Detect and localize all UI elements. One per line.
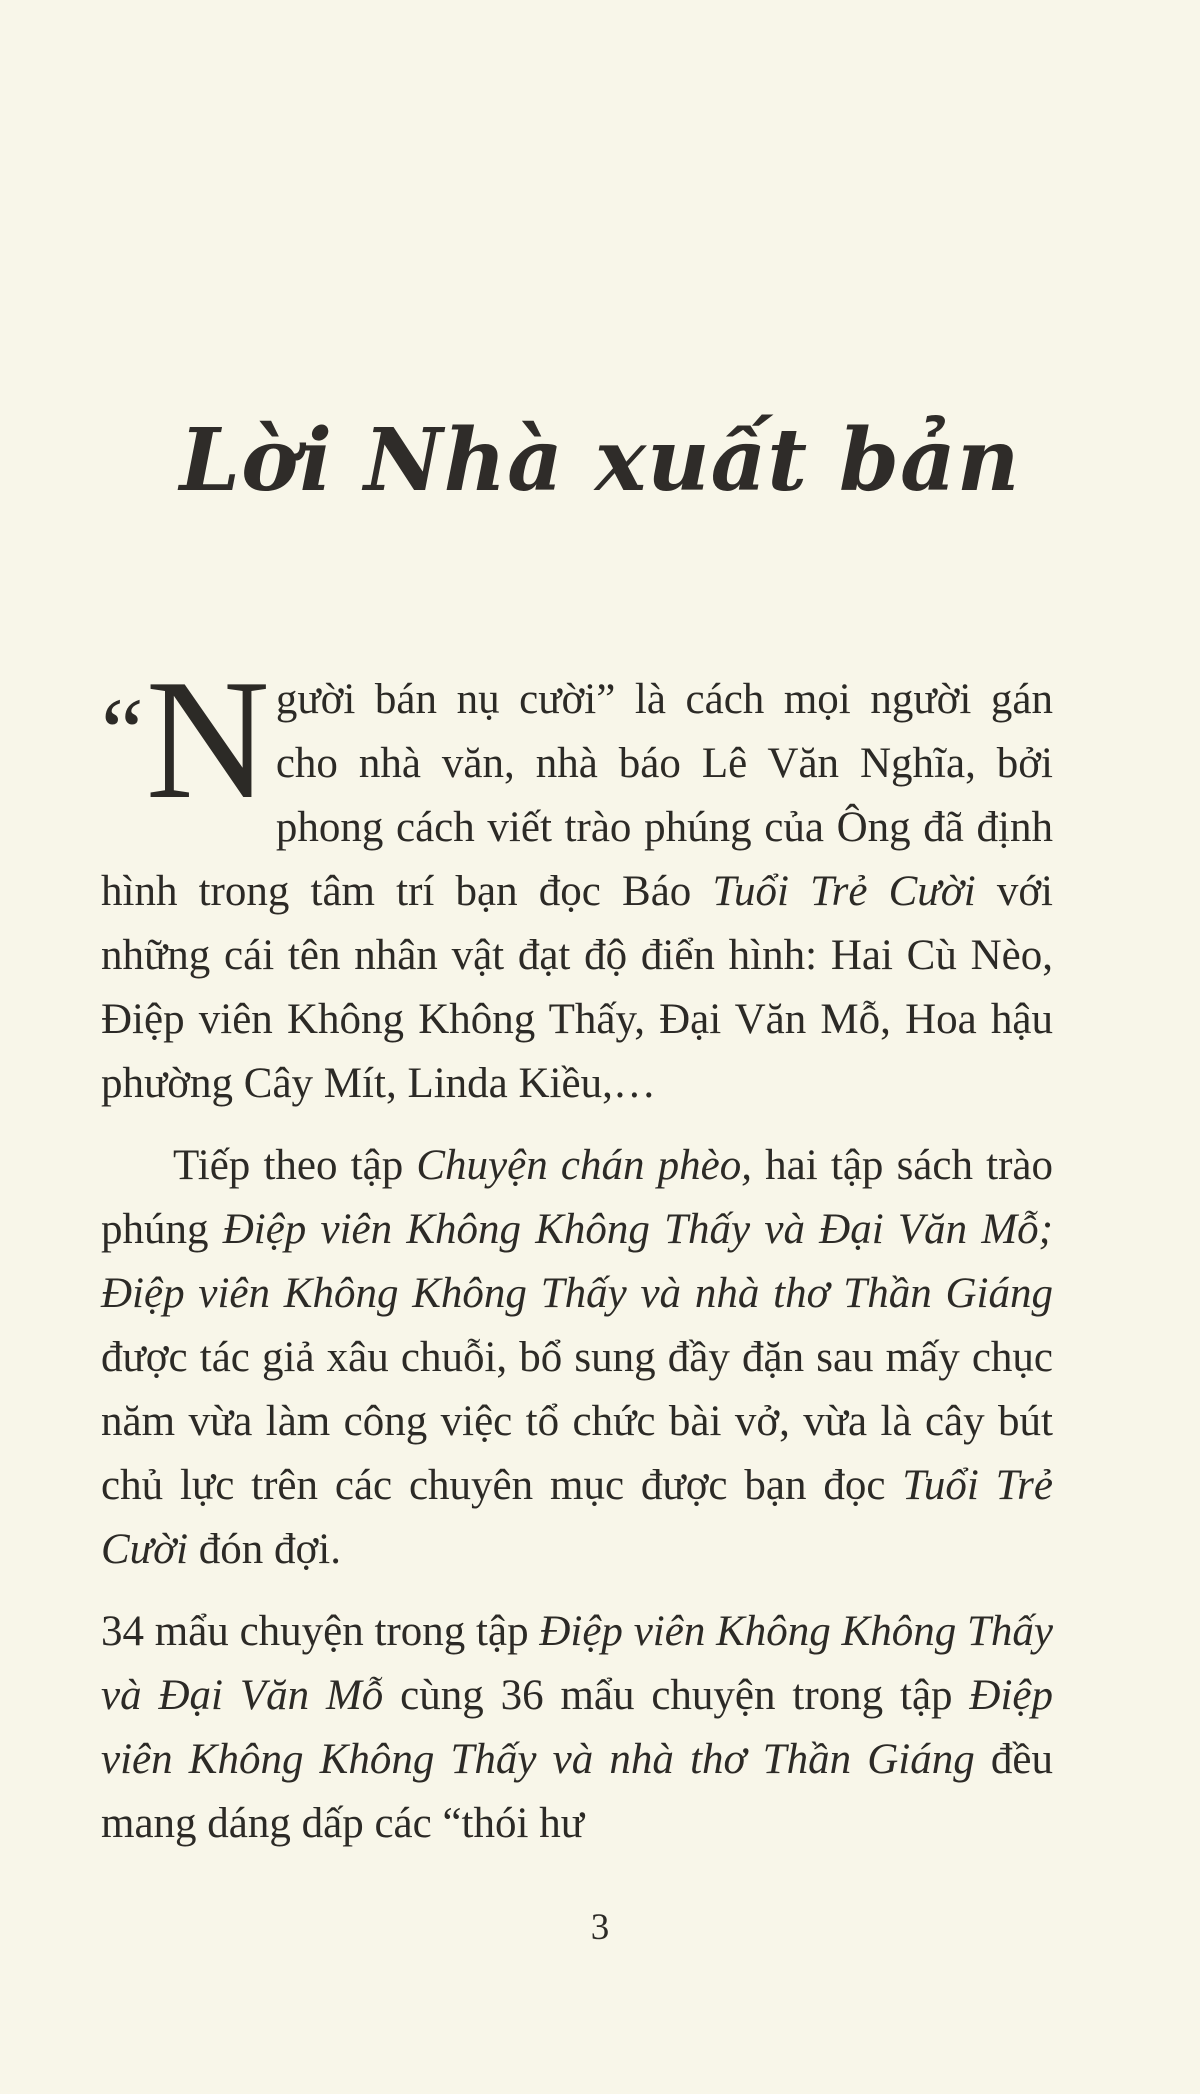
drop-cap-quote: “ (101, 678, 144, 785)
paragraph-2-italic-1: Chuyện chán phèo, (416, 1142, 752, 1189)
paragraph-2-text-3: được tác giả xâu chuỗi, bổ sung đầy đặn sau mấy chục năm vừa làm công việc tổ chức bài vở, vừa là cây bút chủ lực trên các chuyên mục được bạn đọc (101, 1334, 1053, 1509)
paragraph-2-italic-2: Điệp viên Không Không Thấy và Đại Văn Mỗ; Điệp viên Không Không Thấy và nhà thơ Thần Giáng (101, 1206, 1053, 1317)
paragraph-3 (101, 1600, 1053, 1856)
paragraph-3-text-3: đều mang dáng dấp các “thói hư (101, 1736, 1054, 1847)
paragraph-2-text-1: Tiếp theo tập (173, 1142, 417, 1189)
paragraph-3-italic-1: Điệp viên Không Không Thấy và Đại Văn Mỗ (101, 1608, 1053, 1719)
paragraph-2-text-2: hai tập sách trào phúng (101, 1142, 1054, 1253)
paragraph-3-text-2: cùng 36 mẩu chuyện trong tập (383, 1672, 970, 1719)
paragraph-1-italic-1: Tuổi Trẻ Cười (712, 868, 976, 915)
page-number: 3 (590, 1907, 610, 1948)
paragraph-2-text-4: đón đợi. (188, 1526, 341, 1573)
page-title: Lời Nhà xuất bản (179, 410, 1021, 511)
paragraph-1-text-1: gười bán nụ cười” là cách mọi người gán cho nhà văn, nhà báo Lê Văn Nghĩa, bởi phong cách viết trào phúng của Ông đã định hình trong tâm trí bạn đọc Báo (101, 676, 1053, 915)
paragraph-3-italic-2: Điệp viên Không Không Thấy và nhà thơ Thần Giáng (101, 1672, 1053, 1783)
drop-cap (101, 645, 270, 835)
paragraph-2-italic-3: Tuổi Trẻ Cười (101, 1462, 1053, 1573)
paragraph-1 (101, 645, 1053, 1116)
body-text (101, 645, 1054, 1856)
paragraph-2 (101, 1134, 1053, 1582)
drop-cap-letter: N (145, 645, 270, 835)
paragraph-3-text-1: 34 mẩu chuyện trong tập (101, 1608, 540, 1655)
paragraph-1-text-2: với những cái tên nhân vật đạt độ điển hình: Hai Cù Nèo, Điệp viên Không Không Thấy, Đại Văn Mỗ, Hoa hậu phường Cây Mít, Linda Kiều,… (101, 868, 1053, 1107)
